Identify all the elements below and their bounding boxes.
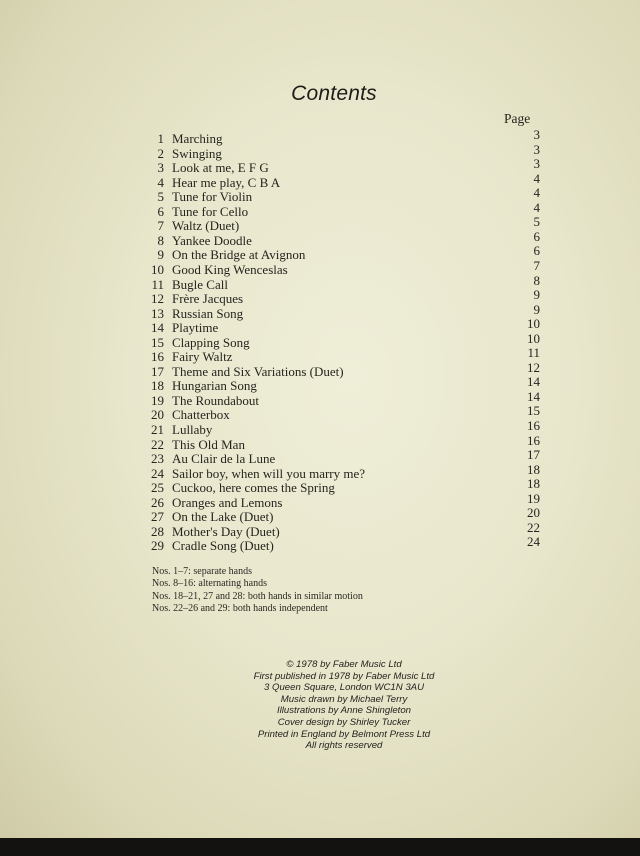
- toc-page-number: 3: [533, 127, 540, 142]
- toc-item-number: 7: [157, 218, 164, 234]
- toc-page-number: 16: [527, 418, 540, 433]
- toc-item-title: Playtime: [172, 320, 219, 336]
- toc-item-number: 2: [157, 145, 164, 161]
- toc-item-number: 16: [151, 349, 164, 365]
- toc-item-title: Clapping Song: [172, 334, 250, 350]
- toc-item: [148, 495, 540, 509]
- credit-line: Music drawn by Michael Terry: [280, 693, 408, 705]
- toc-item: [148, 451, 540, 465]
- toc-page-number: 6: [533, 243, 540, 259]
- toc-item: [148, 189, 540, 203]
- page-column-header: Page: [504, 111, 531, 126]
- toc-item: [148, 524, 540, 538]
- toc-item-number: 13: [151, 305, 164, 321]
- toc-page-number: 9: [533, 301, 540, 317]
- toc-item-number: 3: [157, 160, 164, 176]
- toc-item-number: 22: [151, 436, 164, 452]
- toc-item-title: Cuckoo, here comes the Spring: [172, 480, 335, 496]
- toc-page-number: 22: [527, 519, 540, 535]
- toc-item: [148, 204, 540, 218]
- toc-item-number: 21: [151, 422, 164, 437]
- toc-page-number: 9: [533, 287, 540, 303]
- toc-page-number: 17: [527, 447, 540, 463]
- credit-line: Illustrations by Anne Shingleton: [276, 705, 412, 717]
- toc-item: [148, 335, 540, 349]
- toc-item-title: Chatterbox: [172, 407, 230, 423]
- toc-item-number: 25: [151, 480, 164, 496]
- toc-item-number: 9: [157, 247, 164, 263]
- toc-item: [148, 277, 540, 291]
- toc-item-title: Tune for Violin: [172, 189, 253, 205]
- toc-page-number: 6: [533, 228, 540, 244]
- toc-item-number: 29: [151, 538, 164, 554]
- credit-line: All rights reserved: [305, 740, 383, 752]
- toc-item: [148, 480, 540, 494]
- toc-item-title: Waltz (Duet): [172, 218, 240, 234]
- toc-item-title: Marching: [172, 131, 223, 146]
- toc-item-number: 10: [151, 261, 164, 277]
- toc-item-title: Lullaby: [172, 422, 213, 437]
- toc-item-number: 17: [151, 363, 164, 379]
- toc-item: [148, 422, 540, 436]
- toc-item-number: 20: [151, 407, 164, 423]
- credit-line: First published in 1978 by Faber Music Ltd: [253, 670, 435, 682]
- toc-page-number: 16: [527, 432, 540, 448]
- toc-item-number: 24: [151, 465, 164, 481]
- toc-page-number: 14: [527, 388, 540, 404]
- toc-item: [148, 393, 540, 407]
- toc-page-number: 10: [527, 330, 540, 346]
- toc-item: [148, 291, 540, 305]
- toc-item-number: 27: [151, 509, 164, 525]
- toc-item: [148, 320, 540, 334]
- toc-item: [148, 131, 540, 145]
- toc-item: [148, 378, 540, 392]
- toc-item-title: On the Bridge at Avignon: [172, 247, 306, 263]
- toc-item-title: Hear me play, C B A: [172, 174, 281, 190]
- toc-item-title: Look at me, E F G: [172, 160, 269, 176]
- toc-page-number: 4: [533, 170, 540, 186]
- toc-page-number: 8: [533, 272, 540, 288]
- toc-item-title: Russian Song: [172, 305, 244, 321]
- toc-item-title: Yankee Doodle: [172, 232, 252, 248]
- toc-page-number: 10: [527, 316, 540, 332]
- toc-item: [148, 509, 540, 523]
- toc-item-title: Hungarian Song: [172, 378, 257, 394]
- toc-item: [148, 407, 540, 421]
- toc-item-title: On the Lake (Duet): [172, 509, 274, 525]
- toc-item: [148, 306, 540, 320]
- toc-item-number: 5: [157, 189, 164, 205]
- toc-item-title: Good King Wenceslas: [172, 261, 288, 277]
- toc-item: [148, 364, 540, 378]
- toc-item: [148, 349, 540, 363]
- toc-item-title: Tune for Cello: [172, 203, 249, 219]
- toc-page-number: 3: [533, 156, 540, 172]
- toc-item: [148, 466, 540, 480]
- toc-item-title: Mother's Day (Duet): [172, 523, 280, 539]
- toc-page-number: 12: [527, 359, 540, 375]
- toc-item-number: 28: [151, 523, 164, 539]
- toc-item-number: 26: [151, 494, 164, 510]
- toc-item: [148, 247, 540, 261]
- toc-item-number: 8: [157, 232, 164, 248]
- note-line: Nos. 8–16: alternating hands: [152, 578, 267, 590]
- credit-line: Cover design by Shirley Tucker: [277, 716, 411, 728]
- toc-item-title: Theme and Six Variations (Duet): [172, 363, 344, 379]
- toc-item: [148, 175, 540, 189]
- toc-page-number: 14: [527, 374, 540, 390]
- toc-item: [148, 437, 540, 451]
- toc-item: [148, 538, 540, 552]
- toc-page-number: 3: [533, 141, 540, 157]
- toc-page-number: 11: [527, 345, 540, 361]
- credit-line: 3 Queen Square, London WC1N 3AU: [264, 682, 424, 694]
- toc-item: [148, 160, 540, 174]
- toc-page-number: 5: [533, 214, 540, 230]
- toc-item-title: Oranges and Lemons: [172, 494, 283, 510]
- toc-item-number: 12: [151, 291, 164, 307]
- toc-page-number: 15: [527, 403, 540, 419]
- toc-page-number: 19: [527, 490, 540, 506]
- toc-item-number: 18: [151, 378, 164, 394]
- toc-item-number: 19: [151, 392, 164, 408]
- toc-item-number: 23: [151, 451, 164, 467]
- toc-item-title: The Roundabout: [172, 392, 260, 408]
- page-title: Contents: [291, 82, 377, 105]
- toc-item-number: 14: [151, 320, 164, 336]
- toc-item: [148, 262, 540, 276]
- toc-page-number: 18: [527, 476, 540, 492]
- note-line: Nos. 18–21, 27 and 28: both hands in similar motion: [152, 590, 363, 602]
- credit-line: © 1978 by Faber Music Ltd: [286, 659, 402, 670]
- toc-item: [148, 218, 540, 232]
- toc-page-number: 7: [533, 257, 540, 273]
- toc-page-number: 20: [527, 505, 540, 521]
- toc-item: [148, 233, 540, 247]
- toc-item-number: 15: [151, 334, 164, 350]
- note-line: Nos. 22–26 and 29: both hands independent: [152, 603, 328, 615]
- notes-block: [152, 566, 363, 616]
- toc-item-number: 4: [157, 174, 164, 190]
- toc-item: [148, 146, 540, 160]
- toc-page-number: 4: [533, 185, 540, 201]
- toc-item-title: Bugle Call: [172, 276, 228, 292]
- toc-item-number: 6: [157, 203, 164, 219]
- credits-block: [200, 659, 488, 752]
- toc-item-title: Fairy Waltz: [172, 349, 233, 365]
- note-line: Nos. 1–7: separate hands: [152, 566, 252, 577]
- credit-line: Printed in England by Belmont Press Ltd: [257, 728, 431, 740]
- toc-item-title: This Old Man: [172, 436, 245, 452]
- toc-item-title: Frère Jacques: [172, 291, 244, 307]
- toc-item-title: Sailor boy, when will you marry me?: [172, 465, 366, 481]
- toc-item-title: Au Clair de la Lune: [172, 451, 276, 467]
- toc-item-number: 11: [151, 276, 164, 292]
- toc-page-number: 4: [533, 199, 540, 215]
- toc-page-number: 24: [527, 534, 540, 550]
- toc-page-number: 18: [527, 461, 540, 477]
- toc-item-number: 1: [157, 131, 164, 146]
- toc-item-title: Cradle Song (Duet): [172, 538, 274, 554]
- toc-item-title: Swinging: [172, 145, 222, 161]
